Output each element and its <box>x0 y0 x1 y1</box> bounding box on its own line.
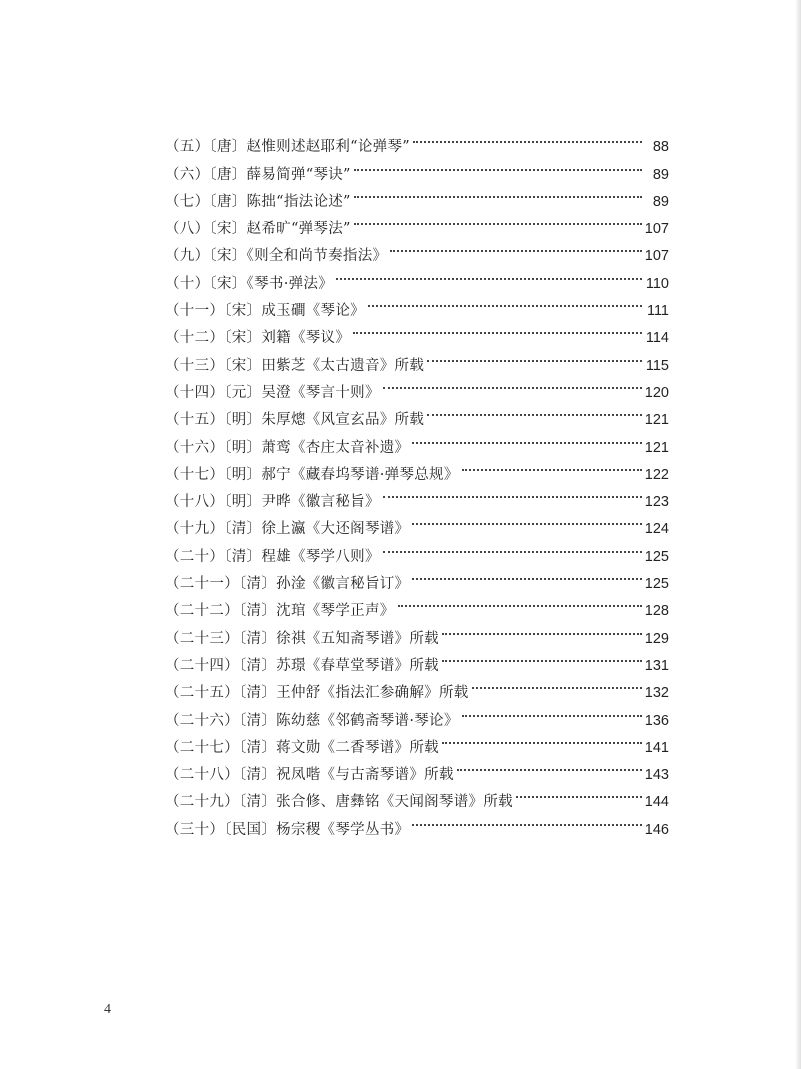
toc-entry-page: 144 <box>644 794 669 811</box>
toc-entry-page: 111 <box>646 303 669 320</box>
toc-entry-page: 120 <box>644 384 669 401</box>
toc-entry-title: （二十七）〔清〕蒋文勋《二香琴谱》所载 <box>165 739 439 756</box>
dot-leader <box>412 806 641 833</box>
toc-entry-page: 107 <box>644 221 669 238</box>
toc-entry-title: （十九）〔清〕徐上瀛《大还阁琴谱》 <box>165 521 410 538</box>
toc-entry-page: 89 <box>652 193 669 210</box>
toc-entry-title: （二十）〔清〕程雄《琴学八则》 <box>165 548 380 565</box>
toc-entry-title: （五）〔唐〕赵惟则述赵耶利“论弹琴” <box>165 139 410 156</box>
toc-entry-title: （二十二）〔清〕沈琯《琴学正声》 <box>165 603 395 620</box>
toc-entry-page: 143 <box>644 767 669 784</box>
page-number: 4 <box>104 1002 111 1017</box>
toc-entry-page: 123 <box>644 494 669 511</box>
toc-entry-page: 124 <box>644 521 669 538</box>
dot-leader <box>354 179 642 206</box>
dot-leader <box>472 670 642 697</box>
dot-leader <box>462 697 642 724</box>
dot-leader <box>413 124 642 151</box>
page-edge-shadow <box>795 0 801 1069</box>
dot-leader <box>368 288 642 315</box>
toc-entry-page: 146 <box>644 821 669 838</box>
dot-leader <box>383 479 642 506</box>
toc-entry-page: 136 <box>644 712 669 729</box>
dot-leader <box>442 615 642 642</box>
toc-entry-title: （二十四）〔清〕苏璟《春草堂琴谱》所载 <box>165 657 439 674</box>
dot-leader <box>390 233 641 260</box>
toc-entry-page: 132 <box>644 685 669 702</box>
toc-entry-page: 89 <box>652 166 669 183</box>
toc-entry[interactable] <box>165 124 669 156</box>
toc-entry-page: 125 <box>644 576 669 593</box>
dot-leader <box>412 506 641 533</box>
toc-entry-title: （十七）〔明〕郝宁《藏春坞琴谱·弹琴总规》 <box>165 466 459 483</box>
toc-entry-page: 125 <box>644 548 669 565</box>
toc-entry-title: （二十一）〔清〕孙淦《徽言秘旨订》 <box>165 576 410 593</box>
dot-leader <box>427 342 642 369</box>
dot-leader <box>516 779 642 806</box>
toc-entry-title: （十）〔宋〕《琴书·弹法》 <box>165 275 334 292</box>
toc-entry-page: 129 <box>644 630 669 647</box>
dot-leader <box>353 315 642 342</box>
toc-entry-title: （六）〔唐〕薛易简弹“琴诀” <box>165 166 351 183</box>
toc-entry-title: （二十五）〔清〕王仲舒《指法汇参确解》所载 <box>165 685 469 702</box>
toc-entry-title: （八）〔宋〕赵希旷“弹琴法” <box>165 221 351 238</box>
toc-entry-title: （十三）〔宋〕田紫芝《太古遗音》所载 <box>165 357 425 374</box>
toc-entry-title: （二十六）〔清〕陈幼慈《邻鹤斋琴谱·琴论》 <box>165 712 459 729</box>
toc-entry-title: （三十）〔民国〕杨宗稷《琴学丛书》 <box>165 821 410 838</box>
dot-leader <box>457 752 642 779</box>
toc-entry-page: 128 <box>644 603 669 620</box>
toc-entry-title: （二十八）〔清〕祝凤喈《与古斋琴谱》所载 <box>165 767 454 784</box>
dot-leader <box>442 643 642 670</box>
dot-leader <box>383 533 642 560</box>
toc-entry-title: （十四）〔元〕吴澄《琴言十则》 <box>165 384 380 401</box>
toc-entry-title: （十六）〔明〕萧鸾《杏庄太音补遗》 <box>165 439 410 456</box>
toc-entry-title: （十八）〔明〕尹晔《徽言秘旨》 <box>165 494 380 511</box>
dot-leader <box>398 588 642 615</box>
dot-leader <box>412 561 641 588</box>
dot-leader <box>462 452 642 479</box>
toc-entry-page: 121 <box>644 412 669 429</box>
dot-leader <box>427 397 642 424</box>
toc-entry-title: （二十三）〔清〕徐祺《五知斋琴谱》所载 <box>165 630 439 647</box>
toc-entry-page: 107 <box>644 248 669 265</box>
dot-leader <box>442 725 642 752</box>
toc-entry-page: 115 <box>645 357 669 374</box>
toc-entry-title: （九）〔宋〕《则全和尚节奏指法》 <box>165 248 388 265</box>
dot-leader <box>336 260 642 287</box>
dot-leader <box>354 206 642 233</box>
toc-entry-title: （十五）〔明〕朱厚熜《风宣玄品》所载 <box>165 412 425 429</box>
toc-entry-page: 121 <box>644 439 669 456</box>
toc-entry-title: （十二）〔宋〕刘籍《琴议》 <box>165 330 351 347</box>
toc-entry-title: （十一）〔宋〕成玉磵《琴论》 <box>165 303 365 320</box>
toc-entry-title: （七）〔唐〕陈拙“指法论述” <box>165 193 351 210</box>
dot-leader <box>354 151 642 178</box>
table-of-contents <box>165 124 669 838</box>
toc-entry-page: 110 <box>645 275 669 292</box>
toc-entry-page: 141 <box>644 739 669 756</box>
toc-entry-page: 88 <box>652 139 669 156</box>
toc-entry-title: （二十九）〔清〕张合修、唐彝铭《天闻阁琴谱》所载 <box>165 794 513 811</box>
toc-entry-page: 131 <box>644 657 669 674</box>
toc-entry-page: 114 <box>645 330 669 347</box>
toc-entry-page: 122 <box>644 466 669 483</box>
dot-leader <box>412 424 641 451</box>
dot-leader <box>383 370 642 397</box>
